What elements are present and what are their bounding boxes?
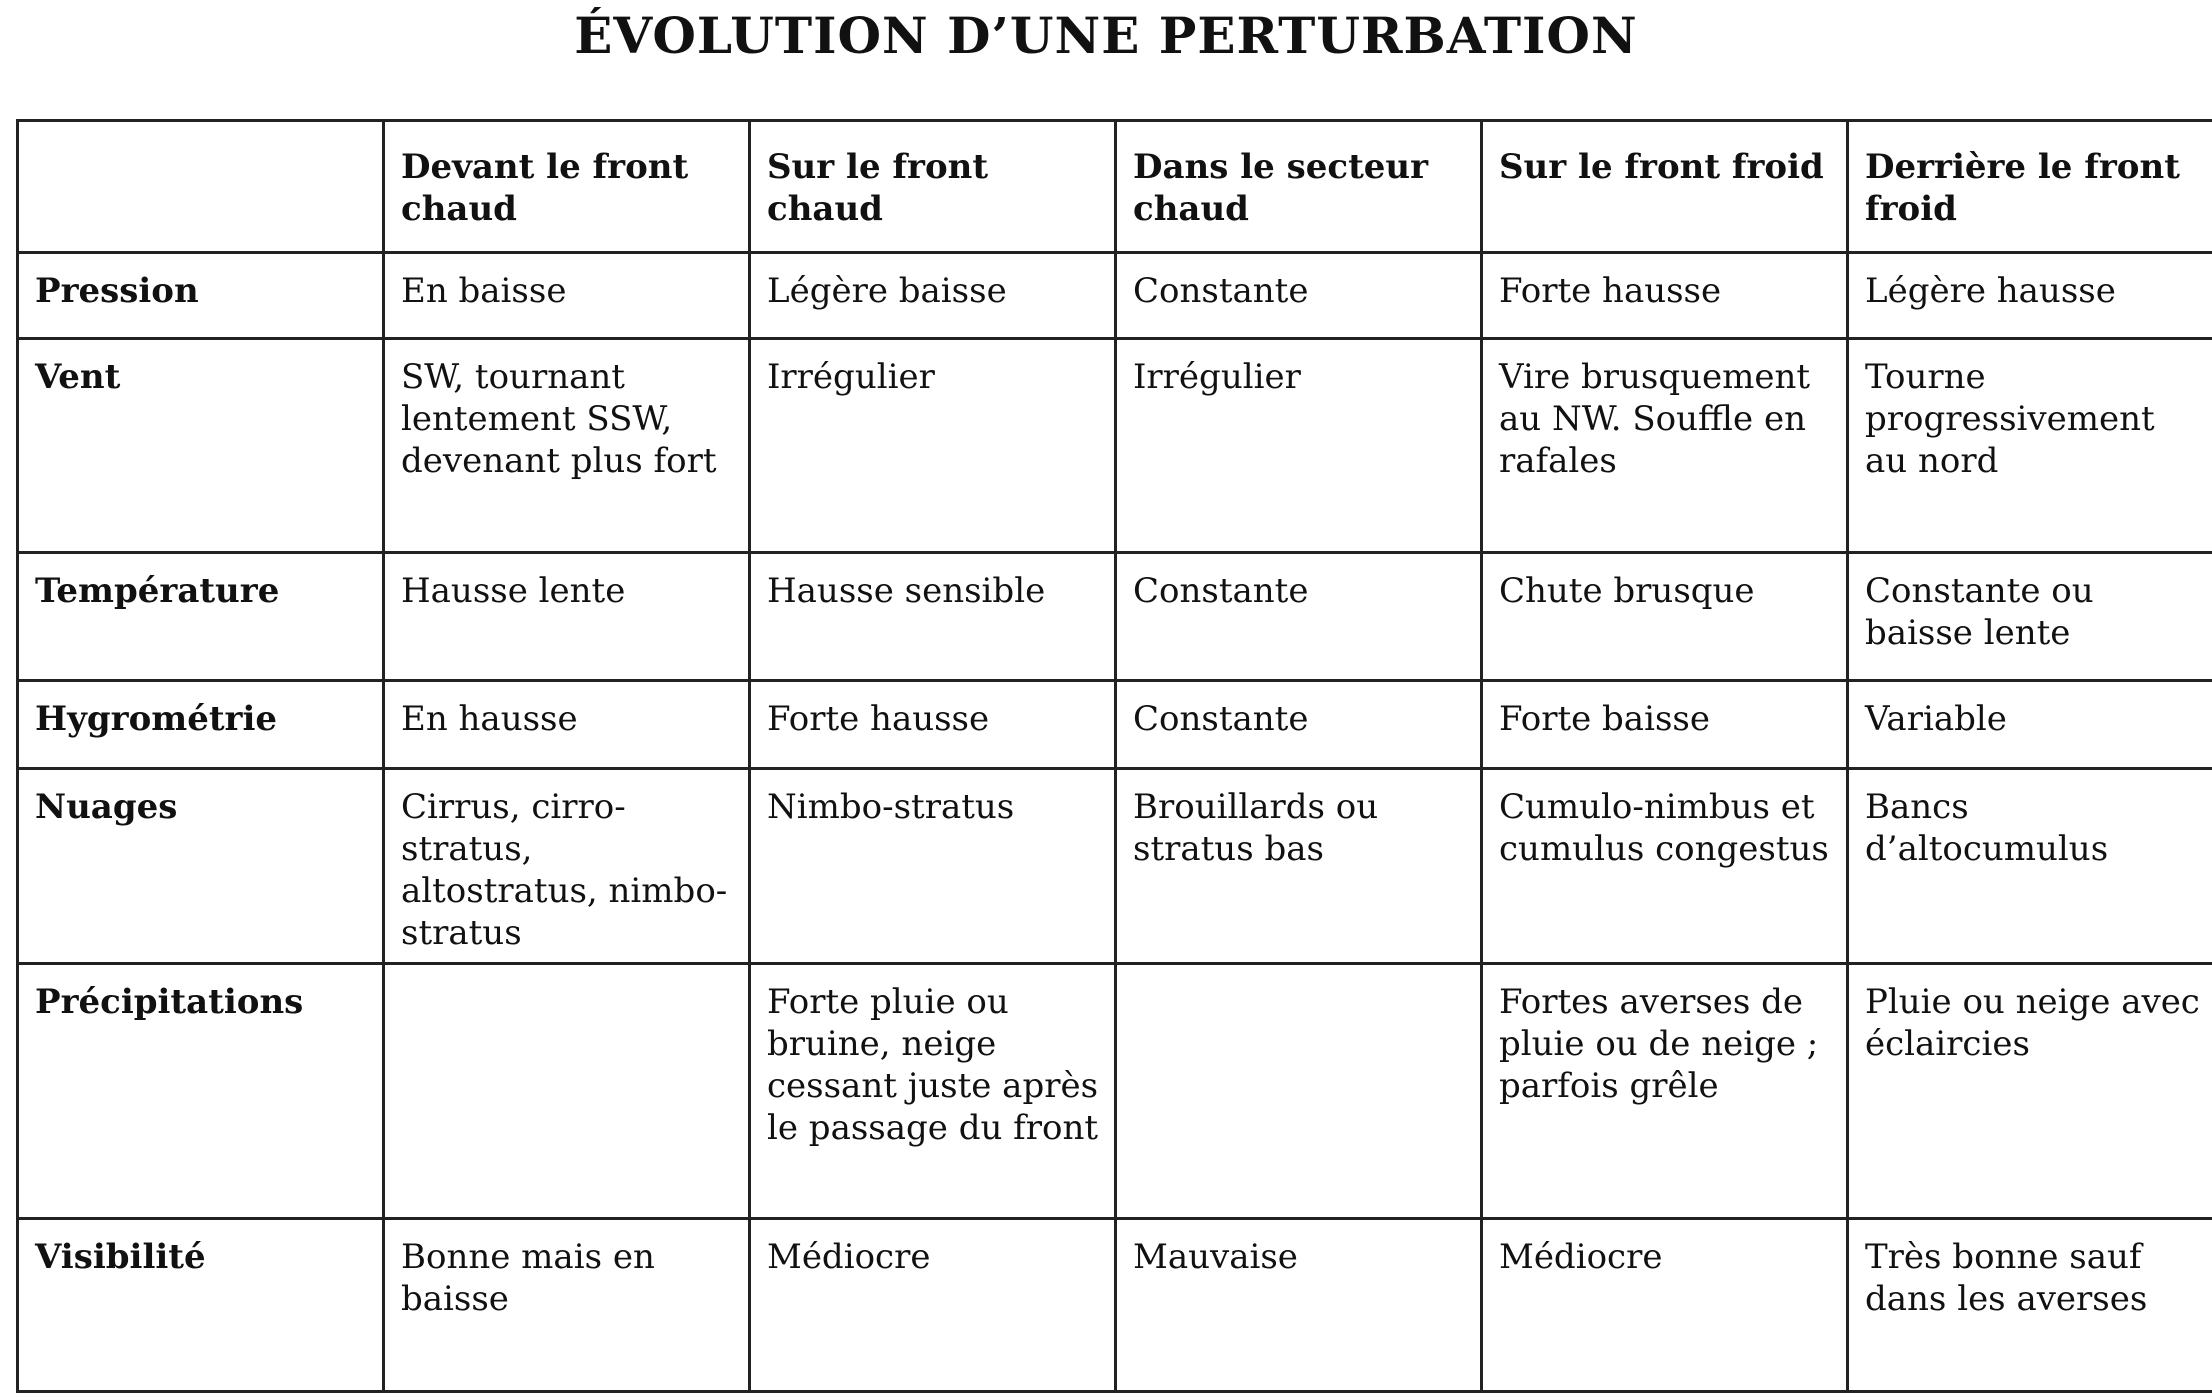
column-header-sur-front-froid: Sur le front froid xyxy=(1482,121,1848,253)
table-cell: Légère baisse xyxy=(750,253,1116,339)
table-row xyxy=(18,681,2212,769)
table-cell: Médiocre xyxy=(1482,1219,1848,1392)
table-cell: Tourne progressivement au nord xyxy=(1848,339,2212,553)
table-cell: Constante ou baisse lente xyxy=(1848,553,2212,681)
table-cell: Nimbo-stratus xyxy=(750,769,1116,964)
table-cell: En hausse xyxy=(384,681,750,769)
row-header-hygrometrie: Hygrométrie xyxy=(18,681,384,769)
table-cell: Pluie ou neige avec éclaircies xyxy=(1848,964,2212,1219)
table-cell: Chute brusque xyxy=(1482,553,1848,681)
table-cell: Bonne mais en baisse xyxy=(384,1219,750,1392)
row-header-temperature: Température xyxy=(18,553,384,681)
table-cell: Forte hausse xyxy=(750,681,1116,769)
table-cell: Cumulo-nimbus et cumulus congestus xyxy=(1482,769,1848,964)
header-row xyxy=(18,121,2212,253)
table-cell: Constante xyxy=(1116,681,1482,769)
row-header-precipitations: Précipitations xyxy=(18,964,384,1219)
table-row xyxy=(18,553,2212,681)
table-cell: Hausse lente xyxy=(384,553,750,681)
table-cell: Irrégulier xyxy=(1116,339,1482,553)
row-header-visibilite: Visibilité xyxy=(18,1219,384,1392)
table-cell: Constante xyxy=(1116,553,1482,681)
column-header-secteur-chaud: Dans le secteur chaud xyxy=(1116,121,1482,253)
table-cell: Cirrus, cirro-stratus, altostratus, nimbo-stratus xyxy=(384,769,750,964)
table-cell: En baisse xyxy=(384,253,750,339)
table-cell: Bancs d’altocumulus xyxy=(1848,769,2212,964)
table-cell: Forte hausse xyxy=(1482,253,1848,339)
table-cell: SW, tournant lentement SSW, devenant plus fort xyxy=(384,339,750,553)
table-cell xyxy=(384,964,750,1219)
table-row xyxy=(18,1219,2212,1392)
table-cell: Constante xyxy=(1116,253,1482,339)
row-header-nuages: Nuages xyxy=(18,769,384,964)
row-header-pression: Pression xyxy=(18,253,384,339)
table-cell: Hausse sensible xyxy=(750,553,1116,681)
table-cell: Médiocre xyxy=(750,1219,1116,1392)
table-cell: Mauvaise xyxy=(1116,1219,1482,1392)
table-cell: Forte baisse xyxy=(1482,681,1848,769)
table-row xyxy=(18,964,2212,1219)
perturbation-table xyxy=(16,119,2212,1393)
table-row xyxy=(18,769,2212,964)
table-cell: Vire brusquement au NW. Souffle en rafales xyxy=(1482,339,1848,553)
table-row xyxy=(18,339,2212,553)
column-header-devant-front-chaud: Devant le front chaud xyxy=(384,121,750,253)
table-cell: Brouillards ou stratus bas xyxy=(1116,769,1482,964)
table-cell: Fortes averses de pluie ou de neige ; parfois grêle xyxy=(1482,964,1848,1219)
table-cell: Forte pluie ou bruine, neige cessant juste après le passage du front xyxy=(750,964,1116,1219)
table-cell: Irrégulier xyxy=(750,339,1116,553)
table-cell: Très bonne sauf dans les averses xyxy=(1848,1219,2212,1392)
table-cell: Variable xyxy=(1848,681,2212,769)
column-header-sur-front-chaud: Sur le front chaud xyxy=(750,121,1116,253)
column-header-derriere-front-froid: Derrière le front froid xyxy=(1848,121,2212,253)
page-title: ÉVOLUTION D’UNE PERTURBATION xyxy=(0,6,2212,66)
table-cell xyxy=(1116,964,1482,1219)
table-cell: Légère hausse xyxy=(1848,253,2212,339)
table-row xyxy=(18,253,2212,339)
row-header-vent: Vent xyxy=(18,339,384,553)
corner-cell xyxy=(18,121,384,253)
